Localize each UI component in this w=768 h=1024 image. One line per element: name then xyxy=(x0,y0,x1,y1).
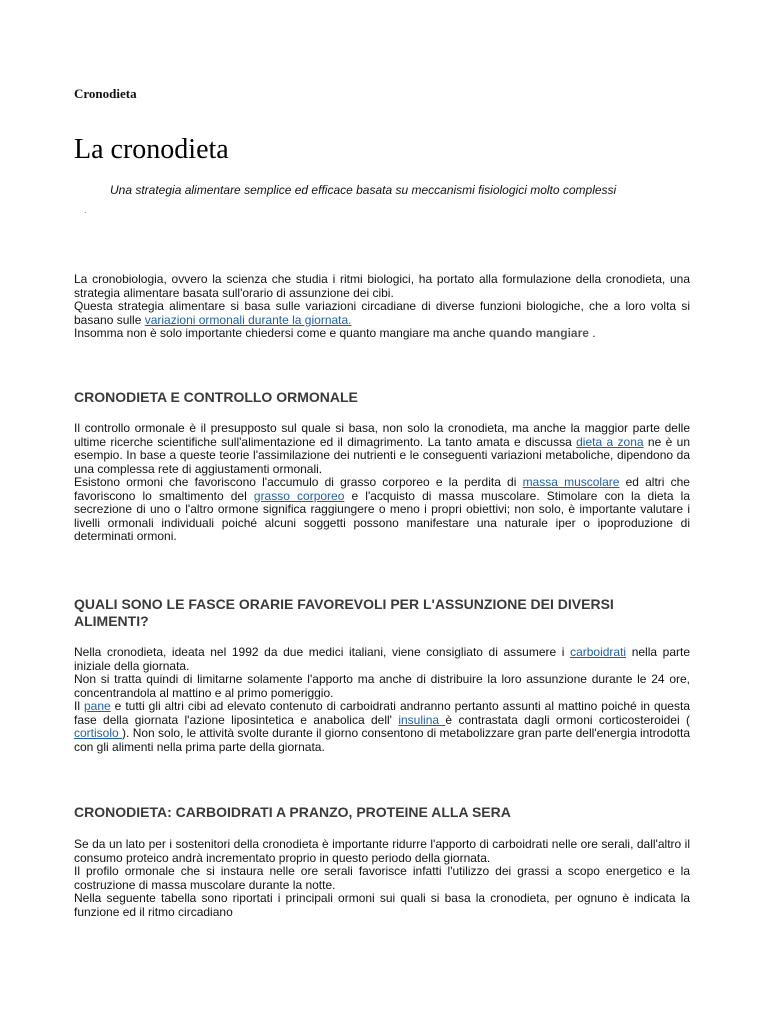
document-label: Cronodieta xyxy=(74,86,137,101)
page-subtitle: Una strategia alimentare semplice ed efficace basata su meccanismi fisiologici molto complessi xyxy=(110,183,617,197)
section2-p3-b: e tutti gli altri cibi ad elevato contenuto di carboidrati andranno pertanto assunti al mattino poiché in questa fase della giornata l'azione liposintetica e anabolica dell' xyxy=(74,699,690,727)
intro-p3-end: . xyxy=(588,326,596,340)
section2-p3-a: Il xyxy=(74,699,84,713)
link-dieta-a-zona[interactable]: dieta a zona xyxy=(576,434,644,449)
section2-p3-d: ). Non solo, le attività svolte durante il giorno consentono di metabolizzare gran parte dell'energia introdotta con gli alimenti nella prima parte della giornata. xyxy=(74,726,690,754)
section2-p1-text: Nella cronodieta, ideata nel 1992 da due medici italiani, viene consigliato di assumere i xyxy=(74,645,571,659)
intro-paragraph-3 xyxy=(74,327,690,341)
section1-block xyxy=(74,422,690,544)
section1-paragraph-1 xyxy=(74,422,690,476)
section1-p2-c: e l'acquisto di massa muscolare. Stimolare con la dieta la secrezione di uno o l'altro ormone significa raggiungere o meno i propri obiettivi; non solo, è importante valutare i livelli ormonali individuali poiché alcuni soggetti possono manifestare una naturale iper o ipoproduzione di determinati ormoni. xyxy=(74,488,690,543)
link-massa-muscolare[interactable]: massa muscolare xyxy=(522,475,620,489)
intro-emphasis: quando mangiare xyxy=(488,326,589,340)
section2-paragraph-2: Non si tratta quindi di limitarne solamente l'apporto ma anche di distribuire la loro assunzione durante le 24 ore, concentrandola al mattino e al primo pomeriggio. xyxy=(74,672,690,700)
section1-p1-end: ne è un esempio. In base a queste teorie l'assimilazione dei nutrienti e le conseguenti variazioni metaboliche, dipendono da una complessa rete di aggiustamenti ormonali. xyxy=(74,434,690,476)
stray-dot: . xyxy=(84,205,87,215)
intro-p3-text: Insomma non è solo importante chiedersi come e quanto mangiare ma anche xyxy=(74,326,489,340)
section-heading-fasce-orarie: QUALI SONO LE FASCE ORARIE FAVOREVOLI PER L'ASSUNZIONE DEI DIVERSI ALIMENTI? xyxy=(74,596,614,629)
section3-paragraph-2: Il profilo ormonale che si instaura nelle ore serali favorisce infatti l'utilizzo dei grassi a scopo energetico e la costruzione di massa muscolare durante la notte. xyxy=(74,864,690,892)
intro-paragraph-2 xyxy=(74,300,690,327)
section2-p1-end: nella parte iniziale della giornata. xyxy=(74,645,691,673)
section2-block xyxy=(74,646,690,754)
link-grasso-corporeo[interactable]: grasso corporeo xyxy=(253,488,345,503)
section3-paragraph-1: Se da un lato per i sostenitori della cronodieta è importante ridurre l'apporto di carboidrati nelle ore serali, dall'altro il consumo proteico andrà incrementato proprio in questo periodo della giornata. xyxy=(74,837,690,865)
section3-block xyxy=(74,838,690,919)
section1-p2-a: Esistono ormoni che favoriscono l'accumulo di grasso corporeo e la perdita di xyxy=(74,475,523,489)
section-heading-carboidrati-proteine: CRONODIETA: CARBOIDRATI A PRANZO, PROTEINE ALLA SERA xyxy=(74,804,511,820)
link-cortisolo[interactable]: cortisolo xyxy=(74,726,123,740)
section1-p2-b: ed altri che favoriscono lo smaltimento del xyxy=(74,475,690,503)
link-pane[interactable]: pane xyxy=(83,699,111,713)
link-variazioni-ormonali[interactable]: variazioni ormonali durante la giornata. xyxy=(144,312,352,327)
link-insulina[interactable]: insulina xyxy=(398,712,446,727)
section2-paragraph-3 xyxy=(74,700,690,754)
section2-paragraph-1 xyxy=(74,646,690,673)
section-heading-controllo-ormonale: CRONODIETA E CONTROLLO ORMONALE xyxy=(74,389,358,405)
section3-paragraph-3: Nella seguente tabella sono riportati i principali ormoni sui quali si basa la cronodieta, per ognuno è indicata la funzione ed il ritmo circadiano xyxy=(74,891,690,919)
section2-p3-c: è contrastata dagli ormoni corticosteroidei ( xyxy=(445,712,690,727)
intro-block xyxy=(74,273,690,341)
section1-p1-text: Il controllo ormonale è il presupposto sul quale si basa, non solo la cronodieta, ma anche la maggior parte delle ultime ricerche scientifiche sull'alimentazione ed il dimagrimento. La tanto amata e discussa xyxy=(74,421,690,449)
page-title: La cronodieta xyxy=(74,134,229,165)
link-carboidrati[interactable]: carboidrati xyxy=(570,645,627,659)
intro-p2-text: Questa strategia alimentare si basa sulle variazioni circadiane di diverse funzioni biologiche, che a loro volta si basano sulle xyxy=(74,299,690,327)
intro-paragraph-1: La cronobiologia, ovvero la scienza che studia i ritmi biologici, ha portato alla formulazione della cronodieta, una strategia alimentare basata sull'orario di assunzione dei cibi. xyxy=(74,272,690,300)
section1-paragraph-2 xyxy=(74,476,690,544)
